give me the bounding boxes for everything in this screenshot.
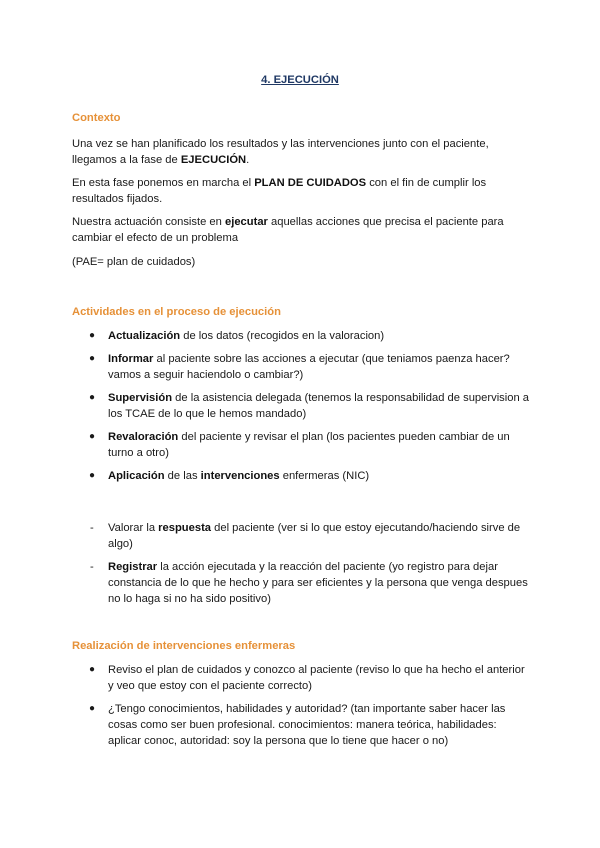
text-run: En esta fase ponemos en marcha el <box>72 177 255 189</box>
actividades-bullet-list <box>72 328 532 484</box>
page-title: 4. EJECUCIÓN <box>261 74 339 86</box>
bullet-icon: ● <box>89 353 96 364</box>
text-run: . <box>246 154 250 166</box>
bold-text: PLAN DE CUIDADOS <box>254 177 367 189</box>
dash-icon: - <box>90 561 94 573</box>
text-run: al paciente sobre las acciones a ejecutar (que teniamos paenza hacer? vamos a seguir haciendolo o cambiar?) <box>108 353 510 381</box>
bullet-icon: ● <box>89 431 96 442</box>
list-item <box>72 468 532 484</box>
bold-text: Actualización <box>108 330 181 342</box>
text-run: la acción ejecutada y la reacción del paciente (yo registro para dejar constancia de lo que he hecho y para ser eficientes y la persona que venga despues no lo haga si no ha sido positivo) <box>108 561 528 605</box>
contexto-paragraph-3 <box>72 214 512 246</box>
list-item <box>72 559 532 607</box>
bullet-icon: ● <box>89 470 96 481</box>
realizacion-bullet-list <box>72 662 532 749</box>
list-item <box>72 328 532 344</box>
contexto-paragraph-2 <box>72 175 512 207</box>
bullet-icon: ● <box>89 664 96 675</box>
list-item <box>72 351 532 383</box>
text-run: con el fin de cumplir los resultados fijados. <box>72 177 487 205</box>
text-run: Una vez se han planificado los resultados y las intervenciones junto con el paciente, llegamos a la fase de <box>72 138 489 166</box>
dash-icon: - <box>90 522 94 534</box>
contexto-paragraph-1 <box>72 136 512 168</box>
text-run: de las <box>164 470 201 482</box>
section-heading-actividades: Actividades en el proceso de ejecución <box>72 306 281 318</box>
bold-text: Informar <box>108 353 154 365</box>
bold-text: Registrar <box>108 561 158 573</box>
bold-text: respuesta <box>158 522 212 534</box>
list-item <box>72 429 532 461</box>
bold-text: intervenciones <box>200 470 280 482</box>
text-run: del paciente y revisar el plan (los pacientes pueden cambiar de un turno a otro) <box>108 431 510 459</box>
text-run: del paciente (ver si lo que estoy ejecutando/haciendo sirve de algo) <box>108 522 521 550</box>
text-run: ¿Tengo conocimientos, habilidades y autoridad? (tan importante saber hacer las cosas como ser buen profesional. conocimientos: manera teórica, habilidades: aplicar conoc, autoridad: soy la persona que lo tiene que hacer o no) <box>108 703 506 747</box>
text-run: de los datos (recogidos en la valoracion) <box>180 330 385 342</box>
text-run: Nuestra actuación consiste en <box>72 216 225 228</box>
bold-text: Supervisión <box>108 392 173 404</box>
bold-text: ejecutar <box>224 216 268 228</box>
text-run: Valorar la <box>108 522 159 534</box>
actividades-dash-list <box>72 520 532 607</box>
text-run: Reviso el plan de cuidados y conozco al paciente (reviso lo que ha hecho el anterior y veo que estoy con el paciente correcto) <box>108 664 525 692</box>
section-heading-contexto: Contexto <box>72 112 121 124</box>
text-run: enfermeras (NIC) <box>279 470 370 482</box>
section-heading-realizacion: Realización de intervenciones enfermeras <box>72 640 296 652</box>
bold-text: EJECUCIÓN <box>180 154 247 166</box>
contexto-paragraph-4: (PAE= plan de cuidados) <box>72 256 196 268</box>
bullet-icon: ● <box>89 330 96 341</box>
text-run: de la asistencia delegada (tenemos la responsabilidad de supervision a los TCAE de lo que le hemos mandado) <box>108 392 530 420</box>
list-item <box>72 520 532 552</box>
bold-text: Aplicación <box>108 470 165 482</box>
list-item <box>72 701 532 749</box>
list-item <box>72 390 532 422</box>
bullet-icon: ● <box>89 392 96 403</box>
list-item <box>72 662 532 694</box>
bullet-icon: ● <box>89 703 96 714</box>
text-run: aquellas acciones que precisa el paciente para cambiar el efecto de un problema <box>72 216 504 244</box>
bold-text: Revaloración <box>108 431 179 443</box>
